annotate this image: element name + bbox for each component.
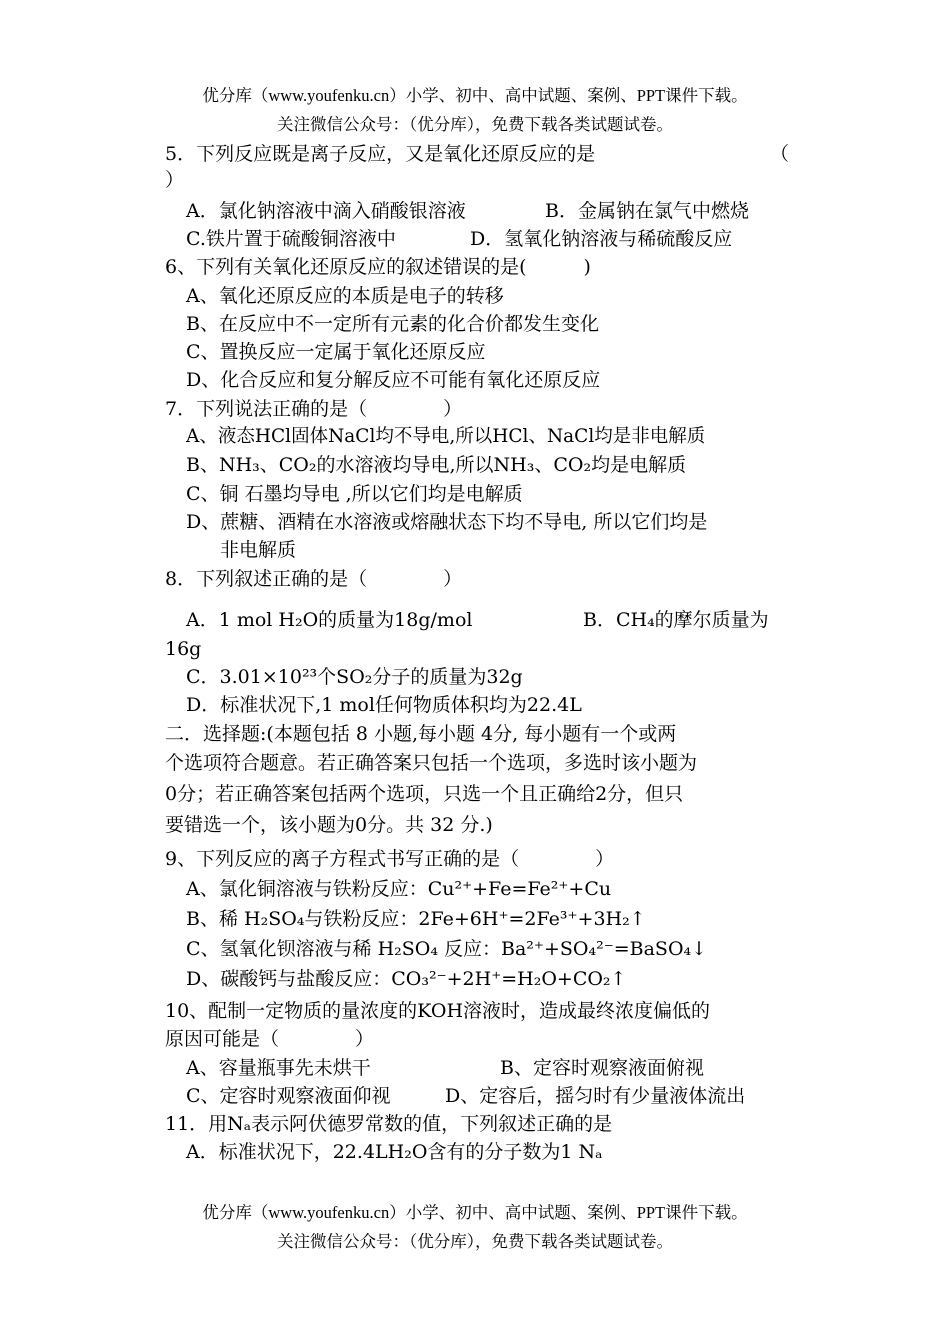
q6-option-c: C、置换反应一定属于氧化还原反应 xyxy=(186,341,486,363)
q8-stem: 8．下列叙述正确的是（ ） xyxy=(165,568,463,590)
section-2-intro-line-2: 个选项符合题意。若正确答案只包括一个选项，多选时该小题为 xyxy=(165,752,698,774)
q9-option-d: D、碳酸钙与盐酸反应：CO₃²⁻+2H⁺=H₂O+CO₂↑ xyxy=(186,968,627,990)
q9-stem: 9、下列反应的离子方程式书写正确的是（ ） xyxy=(165,848,615,870)
q6-option-a: A、氧化还原反应的本质是电子的转移 xyxy=(186,285,504,307)
q7-option-a: A、液态HCl固体NaCl均不导电,所以HCl、NaCl均是非电解质 xyxy=(186,426,706,447)
q10-stem-line-2: 原因可能是（ ） xyxy=(165,1028,375,1050)
q6-option-b: B、在反应中不一定所有元素的化合价都发生变化 xyxy=(186,313,599,335)
q8-option-d: D．标准状况下,1 mol任何物质体积均为22.4L xyxy=(186,694,582,716)
footer-line-2: 关注微信公众号：（优分库），免费下载各类试题试卷。 xyxy=(277,1232,673,1251)
q8-option-b-cont: 16g xyxy=(165,638,202,660)
q10-option-b: B、定容时观察液面俯视 xyxy=(500,1057,704,1079)
q10-stem-line-1: 10、配制一定物质的量浓度的KOH溶液时，造成最终浓度偏低的 xyxy=(165,1000,711,1022)
q5-paren-open: （ xyxy=(770,143,790,165)
section-2-intro-line-4: 要错选一个，该小题为0分。共 32 分.) xyxy=(165,814,493,836)
q5-paren-close: ） xyxy=(165,169,185,191)
q5-option-a: A．氯化钠溶液中滴入硝酸银溶液 xyxy=(186,200,466,222)
q8-option-a: A．1 mol H₂O的质量为18g/mol xyxy=(186,609,473,631)
q11-stem: 11．用Nₐ表示阿伏德罗常数的值，下列叙述正确的是 xyxy=(165,1113,613,1135)
q8-option-c: C．3.01×10²³个SO₂分子的质量为32g xyxy=(186,666,523,688)
section-2-intro-line-1: 二．选择题:(本题包括 8 小题,每小题 4分, 每小题有一个或两 xyxy=(165,723,677,745)
header-line-1: 优分库（www.youfenku.cn）小学、初中、高中试题、案例、PPT课件下载。 xyxy=(202,86,748,105)
q9-option-b: B、稀 H₂SO₄与铁粉反应：2Fe+6H⁺=2Fe³⁺+3H₂↑ xyxy=(186,908,646,930)
q7-option-b: B、NH₃、CO₂的水溶液均导电,所以NH₃、CO₂均是电解质 xyxy=(186,454,687,476)
q10-option-a: A、容量瓶事先未烘干 xyxy=(186,1057,371,1079)
header-line-2: 关注微信公众号：（优分库），免费下载各类试题试卷。 xyxy=(277,115,673,134)
q6-option-d: D、化合反应和复分解反应不可能有氧化还原反应 xyxy=(186,369,601,391)
q7-option-d-line-2: 非电解质 xyxy=(220,539,297,561)
q11-option-a: A．标准状况下，22.4LH₂O含有的分子数为1 Nₐ xyxy=(186,1141,603,1163)
footer-line-1: 优分库（www.youfenku.cn）小学、初中、高中试题、案例、PPT课件下载。 xyxy=(202,1203,748,1222)
q10-option-d: D、定容后，摇匀时有少量液体流出 xyxy=(445,1085,746,1107)
q5-option-d: D．氢氧化钠溶液与稀硫酸反应 xyxy=(470,228,733,250)
q7-stem: 7．下列说法正确的是（ ） xyxy=(165,398,463,420)
q9-option-c: C、氢氧化钡溶液与稀 H₂SO₄ 反应：Ba²⁺+SO₄²⁻=BaSO₄↓ xyxy=(186,938,708,960)
q7-option-c: C、铜 石墨均导电 ,所以它们均是电解质 xyxy=(186,483,523,505)
q9-option-a: A、氯化铜溶液与铁粉反应：Cu²⁺+Fe=Fe²⁺+Cu xyxy=(186,878,612,900)
q5-option-b: B．金属钠在氯气中燃烧 xyxy=(545,200,749,222)
q7-option-d-line-1: D、蔗糖、酒精在水溶液或熔融状态下均不导电, 所以它们均是 xyxy=(186,511,708,533)
q6-stem: 6、下列有关氧化还原反应的叙述错误的是( ) xyxy=(165,256,591,278)
q8-option-b: B．CH₄的摩尔质量为 xyxy=(583,609,769,631)
q5-stem: 5．下列反应既是离子反应，又是氧化还原反应的是 xyxy=(165,143,596,165)
q5-option-c: C.铁片置于硫酸铜溶液中 xyxy=(186,228,396,250)
q10-option-c: C、定容时观察液面仰视 xyxy=(186,1085,391,1107)
section-2-intro-line-3: 0分；若正确答案包括两个选项，只选一个且正确给2分，但只 xyxy=(165,783,684,805)
